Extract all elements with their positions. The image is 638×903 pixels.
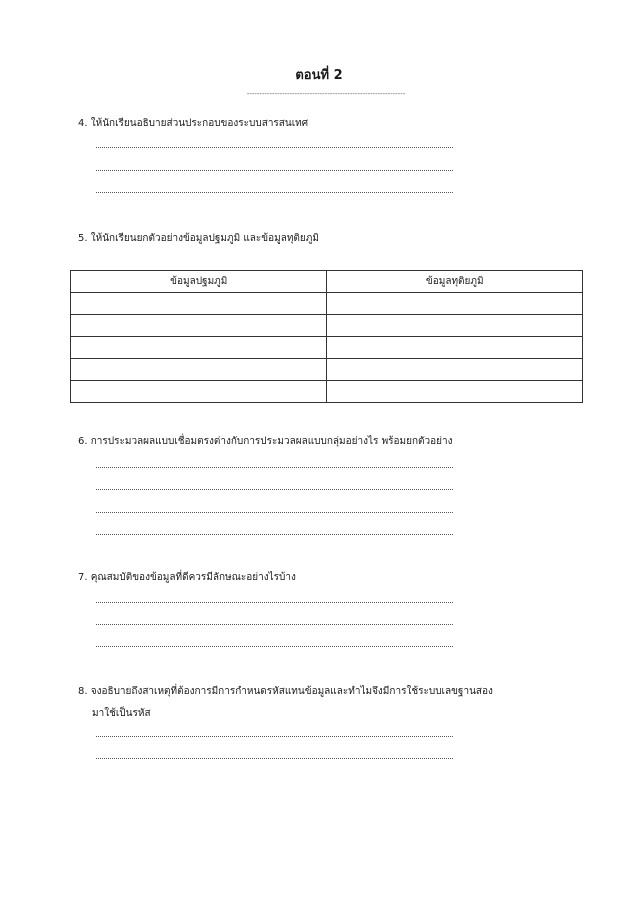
table-header-primary: ข้อมูลปฐมภูมิ xyxy=(71,271,327,293)
table-row xyxy=(71,381,583,403)
answer-line[interactable] xyxy=(96,146,453,148)
table-row xyxy=(71,337,583,359)
table-cell[interactable] xyxy=(327,293,583,315)
answer-line[interactable] xyxy=(96,511,453,513)
question-7: 7. คุณสมบัติของข้อมูลที่ดีควรมีลักษณะอย่างไรบ้าง xyxy=(78,572,296,583)
table-header-row xyxy=(71,271,583,293)
question-8-continuation: มาใช้เป็นรหัส xyxy=(92,708,151,719)
table-row xyxy=(71,359,583,381)
title-underline: --------------------------------------------------------------- xyxy=(246,90,405,98)
question-6: 6. การประมวลผลแบบเชื่อมตรงต่างกับการประมวลผลแบบกลุ่มอย่างไร พร้อมยกตัวอย่าง xyxy=(78,436,453,447)
answer-line[interactable] xyxy=(96,191,453,193)
table-cell[interactable] xyxy=(71,293,327,315)
table-cell[interactable] xyxy=(71,315,327,337)
answer-line[interactable] xyxy=(96,623,453,625)
table-cell[interactable] xyxy=(327,315,583,337)
table-cell[interactable] xyxy=(327,337,583,359)
table-row xyxy=(71,293,583,315)
question-4: 4. ให้นักเรียนอธิบายส่วนประกอบของระบบสารสนเทศ xyxy=(78,118,309,129)
question-8: 8. จงอธิบายถึงสาเหตุที่ต้องการมีการกำหนดรหัสแทนข้อมูลและทำไมจึงมีการใช้ระบบเลขฐานสอง xyxy=(78,686,493,697)
answer-line[interactable] xyxy=(96,488,453,490)
table-cell[interactable] xyxy=(71,381,327,403)
page-title: ตอนที่ 2 xyxy=(295,68,343,83)
answer-line[interactable] xyxy=(96,735,453,737)
table-cell[interactable] xyxy=(71,337,327,359)
answer-line[interactable] xyxy=(96,645,453,647)
table-cell[interactable] xyxy=(71,359,327,381)
table-cell[interactable] xyxy=(327,381,583,403)
answer-line[interactable] xyxy=(96,466,453,468)
table-row xyxy=(71,315,583,337)
question-5: 5. ให้นักเรียนยกตัวอย่างข้อมูลปฐมภูมิ และข้อมูลทุติยภูมิ xyxy=(78,233,319,244)
answer-line[interactable] xyxy=(96,169,453,171)
answer-line[interactable] xyxy=(96,601,453,603)
table-header-secondary: ข้อมูลทุติยภูมิ xyxy=(327,271,583,293)
answer-line[interactable] xyxy=(96,757,453,759)
table-cell[interactable] xyxy=(327,359,583,381)
data-table xyxy=(70,270,583,403)
answer-line[interactable] xyxy=(96,533,453,535)
